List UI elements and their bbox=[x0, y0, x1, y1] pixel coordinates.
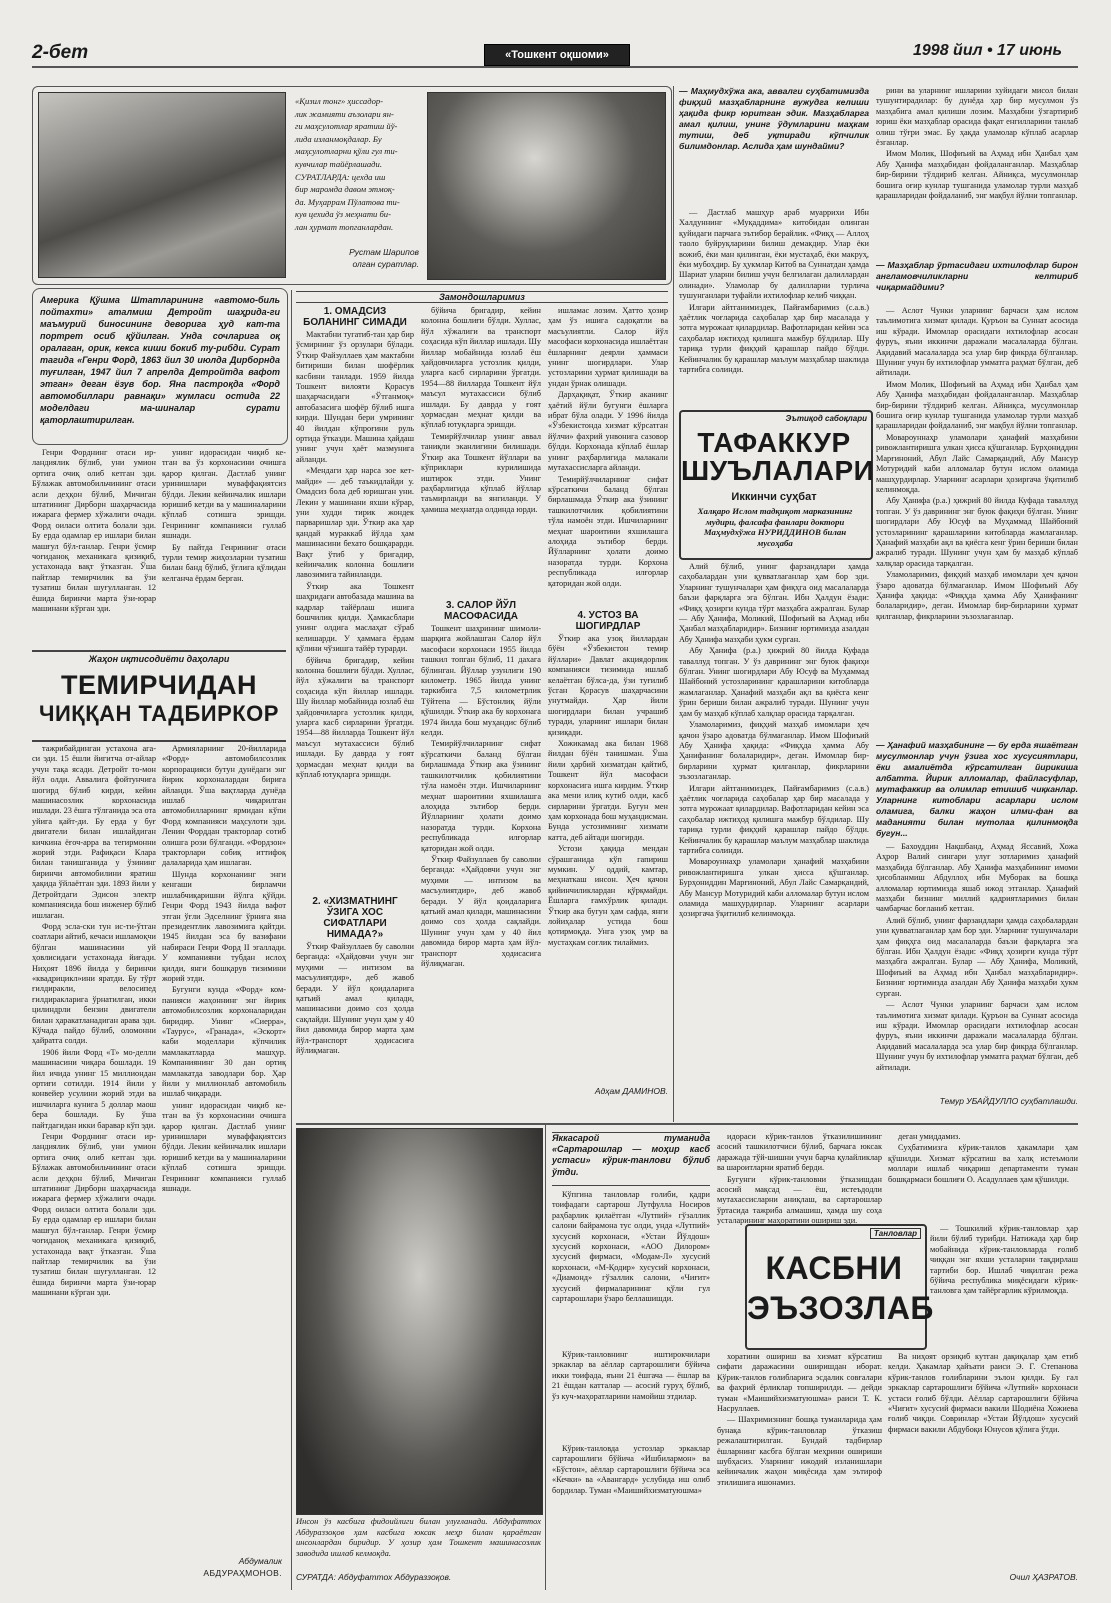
interview-question-2: — Мазҳаблар ўртасидаги ихтилофлар бирон англамовчиликларни келтириб чиқармайдими? bbox=[876, 260, 1078, 292]
kasbni-title-line1: КАСБНИ bbox=[765, 1250, 903, 1286]
tafakkur-rubric: Эътиқод сабоқлари bbox=[785, 414, 867, 423]
zamondosh-column-3: ишламас лозим. Ҳатто ҳозир ҳам ўз ишига садоқатли ва масъулиятли. Салор йўл масофаси корхонасида ишлаётган ёшларнинг деярли ҳаммаси унинг шогирдлари. Улар устозларини ҳурмат қилишади ва ундан ўрнак олишади. Дарҳақиқат, Ўткир аканинг ҳаётий йўли бугунги ёшларга ибрат бўла олади. У 1996 йилда «Ўзбекистонда хизмат кўрсатган йўлчи» фахрий унвонига сазовор бўлди. Корхонада кўплаб ёшлар унинг раҳбарлигида малакали мутахассисларга айланди. Темирйўлчиларнинг сифат кўрсаткичи баланд бўлган бирлашмада Ўткир ака ўзининг ташкилотчилик қобилиятини тўла намоён этди. Ишчиларнинг меҳнат шароитини яхшилашга алоҳида эътибор берди. Йўлларнинг ҳолати доимо назоратда турди. Корхона республикада илғорлар қаторидан жой олди. 4. УСТОЗ ВА ШОГИРДЛАР Ўткир ака узоқ йиллардан бўён «Ўзбекистон темир йўллари» Давлат акциядорлик компанияси тизимида ишлаб келаётган бўлса-да, ўзи туғилиб ўсган Қорасув шаҳарчасини унутмайди. Ҳар йили шогирдлари билан учрашиб туради, уларнинг ишлари билан қизиқади. Хожикамад ака билан 1968 йилдан бўён танишман. Ўша йили ҳарбий хизматдан қайтиб, Тошкент йўл масофаси корхонасига ишга кирдим. Ўткир ака мени илиқ кутиб олди, касб сирларини ўргатди. Бугун мен ҳам корхонада бош муҳандисман. Бунда устозимнинг хизмати катта, деб айтади шогирди. Устози ҳақида мендан сўрашганида кўп гапириш мумкин. У оддий, камтар, меҳнаткаш инсон. Ҳеч қачон қийинчиликлардан қўрқмайди. Ёшларга ғамхўрлик қилади. Ўткир ака бугун ҳам сафда, янги лойиҳалар устида бош қотирмоқда. Унга узоқ умр ва мустаҳкам соғлик тилаймиз. Адҳам ДАМИНОВ. bbox=[548, 306, 668, 1096]
tafakkur-subtitle: Иккинчи суҳбат bbox=[731, 491, 817, 503]
section-rule bbox=[296, 1123, 1078, 1125]
top-story-caption: «Қизил тонг» ҳиссадор- лик жамияти аъзолари ян- ги маҳсулотлар яратиш йў- лида изланмоқдалар. Бу маҳсулотларни қўли гул ти- кувчилар тайёрлашади. СУРАТЛАРДА: цехда иш бир маромда давом этмоқ- да. Муҳаррам Пўлатова ти- кув цехида ўз меҳнати би- лан ҳурмат топганлардан. bbox=[295, 96, 400, 232]
portrait-credit: СУРАТДА: Абдуфаттох Абдураззоқов. bbox=[296, 1572, 452, 1582]
tafakkur-title-line2: ШУЪЛАЛАРИ bbox=[681, 455, 875, 486]
kasbni-column-1a: Кўпгина танловлар ғолиби, қадри тоифадаги сартарош Лутфулла Носиров раҳбарлик қилаётган «Лутпий» гўзаллик салони байрамона тус олди, унда «Лутпий» хусусий корхонаси, «Устаи Йўлдош» хусусий корхонаси, «АОО Дилором» хусусий фирмаси, «Модам-Л» хусусий корхонаси, «М-Қодир» хусусий корхонаси, «Диамонд» гўзаллик салони, «Чиғит» хусусий фирмаларининг қўли гул сартарошлари ўзаро беллашишди. bbox=[552, 1190, 710, 1304]
ford-title-line2: ЧИҚҚАН ТАДБИРКОР bbox=[39, 701, 279, 726]
worker-portrait-photo bbox=[296, 1128, 543, 1515]
seamstress-portrait-photo bbox=[427, 92, 666, 280]
ford-title-block bbox=[32, 650, 286, 742]
page-number: 2-бет bbox=[32, 42, 89, 63]
ford-intro-text: Америка Қўшма Штатларининг «автомо-биль пойтахти» аталмиш Детройт шаҳрида-ги маъмурий биносининг деворига ҳуд кат-та портрет осиб қўйилган. Унда сочларига оқ оралаган, орик, кекса киши бокиб ту-рибди. Сурат тагида «Генри Форд, 1863 йил 30 июлда Дирборнда туғилган, 1947 йил 7 апрелда Детройтда вафот этган» деган ёзув бор. Яна пастроқда «Форд автомобиллари равнақи» жумласи остида 22 моделдаги ма-шиналар сурати қаторлаштирилган. bbox=[40, 295, 280, 425]
photo-credit-author: Рустам Шарипов bbox=[349, 247, 419, 257]
kasbni-column-3a: деган умиддамиз. Суҳбатимизга кўрик-танлов ҳакамлари ҳам қўшилди. Хизмат кўрсатиш ва халқ истеъмоли моллари ишлаб чиқариш департаменти туман бошқармаси бошлиғи О. Асадуллаев ҳам қўшилди. bbox=[888, 1132, 1078, 1184]
kasbni-column-1c: Кўрик-танловда устозлар эркаклар сартарошлиги бўйича «Ишбилармон» ва «Бўстон», аёллар сартарошлиги бўйича эса «Кечки» ва «Авангард» услубида иш олиб бордилар. Туман «Маишийхизматуюшма» bbox=[552, 1444, 710, 1495]
kasbni-title-line2: ЭЪЗОЗЛАБ bbox=[747, 1290, 934, 1326]
masthead-logo: «Тошкент оқшоми» bbox=[484, 44, 630, 66]
tafakkur-column-2: рини ва уларнинг ишларини хуйидаги мисол билан тушунтирадилар: бу дунёда ҳар бир мусулмон ўз мазҳабига амал қилиши лозим. Мазҳабни ўзгартириб юриш ёки мазҳаблар орасида фақат енгилларини танлаб олиш тўғри эмас. Бу ҳақда уламолар кўплаб асарлар ёзганлар. Имом Молик, Шофиъий ва Аҳмад ибн Ҳанбал ҳам Абу Ҳанифа мазҳабидан фойдаланганлар. Мазҳаблар бир-бирини тўлдириб келган. Айниқса, мусулмонлар бошига оғир кунлар тушганида уламолар турли мазҳаб қарашларидан фойдаланиб, энг мақбул йўлни топганлар. — Мазҳаблар ўртасидаги ихтилофлар бирон англамовчиликларни келтириб чиқармайдими? — Аслот Чунки уларнинг барчаси ҳам ислом таълимотига хизмат қилади. Қуръон ва Суннат асосида иш кўради. Имомлар орасидаги ихтилофлар асосан фуруъ, яъни иккинчи даражали масалаларда бўлган. Ақидавий масалаларда эса улар бир фикрда бўлганлар. Шунинг учун бу ихтилофлар умматга раҳмат бўлган, деб айтилади. Имом Молик, Шофиъий ва Аҳмад ибн Ҳанбал ҳам Абу Ҳанифа мазҳабидан фойдаланганлар. Мазҳаблар бир-бирини тўлдириб келган. Айниқса, мусулмонлар бошига оғир кунлар тушганида уламолар турли мазҳаб қарашларидан фойдаланиб, энг мақбул йўлни топганлар. Мовароуннаҳр уламолари ҳанафий мазҳабини ривожлантиришга улкан ҳисса қўшганлар. Бурҳониддин Марғиноний, Абул Лайс Самарқандий, Абу Мансур Мотуридий каби алломалар бутун ислом оламида машҳурдирлар. Уларнинг асарлари ҳозиргача ўқитилиб келинмоқда. Абу Ҳанифа (р.а.) ҳижрий 80 йилда Куфада таваллуд топган. У ўз даврининг энг буюк фақиҳи бўлган. Унинг шогирдлари Абу Юсуф ва Муҳаммад Шайбоний устозларининг қарашларини китобларда жамлаганлар. Ҳанафий мазҳаби ақл ва қиёсга кенг ўрин бериши билан ажралиб туради. Шунинг учун ҳам бу мазҳаб кўплаб халқлар орасида тарқалган. Уламоларимиз, фиқҳий мазҳаб имомлари ҳеч қачон ўзаро адоватда бўлмаганлар. Имом Шофиъий Абу Ҳанифа ҳақида: «Фиқҳда ҳамма Абу Ҳанифанинг болаларидир», деган. Имомлар бир-бирларини ҳурмат қилганлар, фикрларини эъзозлаганлар. — Ҳанафий мазҳабининг — бу ерда яшаётган мусулмонлар учун ўзига хос хусусиятлари, ёки амалиётда кўрсатилган йирикиша албатта. Йирик алломалар, файласуфлар, мутафаккир ва олимлар етишиб чиқканлар. Уларнинг китоблари асарлари ислом оламига, балки жаҳон илми-фан ва маданияти билан мутолаа қилинмоқда бугун... — Бахоуддин Нақшбанд, Аҳмад Яссавий, Хожа Аҳрор Валий сингари улуғ зотларимиз ҳанафий мазҳабида бўлганлар. Абу Ҳанифа мазҳабининг имоми ҳисобланмиш Абдуллоҳ ибн Муборак ва бошқа алломалар юртимизда яшаб ижод этганлар. Ҳанафий мазҳаби бизнинг миллий қадриятларимиз билан чамбарчас боғланиб кетган. Алий бўлиб, унинг фарзандлари ҳамда саҳобалардан уни қувватлаганлар ҳам бор эди. Уларнинг тушунчалари ҳам фиқҳга оид масалаларда баъзи фарқларга эга бўлган. Ибн Ҳалдун ёзади: «Фиқҳ ҳозирги кунда тўрт мазҳабга ажралган. Булар — Абу Ҳанифа, Моликий, Шофиъий ва Аҳмад ибн Ҳанбал мазҳабларидир». Бизнинг юртимизда азалдан Абу Ҳанифа мазҳаби ҳукм сурган. — Аслот Чунки уларнинг барчаси ҳам ислом таълимотига хизмат қилади. Қуръон ва Суннат асосида иш кўради. Имомлар орасидаги ихтилофлар асосан фуруъ, яъни иккинчи даражали масалаларда бўлган. Ақидавий масалаларда эса улар бир фикрда бўлганлар. Шунинг учун бу ихтилофлар умматга раҳмат бўлган, деб айтилади. Темур УБАЙДУЛЛО суҳбатлашди. bbox=[876, 86, 1078, 1106]
factory-floor-photo bbox=[38, 92, 286, 278]
column-divider-bottom bbox=[545, 1124, 546, 1590]
tafakkur-title-line1: ТАФАККУР bbox=[697, 427, 851, 458]
tafakkur-signature: Темур УБАЙДУЛЛО суҳбатлашди. bbox=[939, 1096, 1078, 1106]
header-rule bbox=[32, 66, 1078, 68]
kasbni-column-3c: Ва ниҳоят орзиқиб кутган дақиқалар ҳам етиб келди. Ҳакамлар ҳайъати раиси Э. Г. Степанова кўрик-танлов ғолибларини эълон қилди. Бу гал эркаклар сартарошлиги бўйича «Лутпий» корхонаси устаси ғолиб бўлди. Аёллар сартарошлиги бўйича «Чиғит» хусусий фирмаси вакили Шодиёна Хожиева ғолиб чиқди. Совринлар «Устаи Йўлдош» хусусий фирмаси вакили Абдубоқи Юнусов қўлига ўтди. bbox=[888, 1352, 1078, 1434]
ford-intro-box bbox=[32, 288, 288, 445]
ford-title-line1: ТЕМИРЧИДАН bbox=[60, 670, 258, 700]
zamondosh-column-2: бўйича бригадир, кейин колонна бошлиғи бўлди. Хуллас, йўл хўжалиги ва транспорт соҳасида кўп йиллар ишлади. Шу йиллар мобайнида юзлаб ёш ҳайдовчиларга устозлик қилди, уларга касб сирларини ўргатди. 1954—88 йилларда Тошкент йўл маъсул мутахассиси бўлиб ишлади. Бу даврда у ғоят ҳормасдан меҳнат қилди ва кўплаб ютуқларга эришди. Темирйўлчилар унинг аввал таниқли эканлигини билишади. Ўткир ака Тошкент йўллари ва кўприклари курилишида иштирок этди. Унинг раҳбарлигида кўплаб йўллар таъмирланди ва янгиланди. У ҳамиша меҳнатда олдинда юрди. 3. САЛОР ЙЎЛ МАСОФАСИДА Тошкент шаҳрининг шимоли-шарқига жойлашган Салор йўл масофаси корхонаси 1955 йилда ташкил топган бўлиб, 11 дахага бўлинган. Йўллар узунлиги 190 километр. 1965 йилда унинг таркибига 7,5 километрлик Тўйтепа — Бўстонлиқ йўли қўшилди. Ўткир ака бу корхонага 1974 йилда бош муҳандис бўлиб келди. Темирйўлчиларнинг сифат кўрсаткичи баланд бўлган бирлашмада Ўткир ака ўзининг ташкилотчилик қобилиятини тўла намоён этди. Ишчиларнинг меҳнат шароитини яхшилашга алоҳида эътибор берди. Йўлларнинг ҳолати доимо назоратда турди. Корхона республикада илғорлар қаторидан жой олди. Ўткир Файзуллаев бу саволни берганда: «Ҳайдовчи учун энг муҳими — интизом ва масъулиятдир», деб жавоб беради. У йўл қоидаларига қатъий амал қилади, машинасини доимо соз ҳолда сақлайди. Шунинг учун ҳам у 40 йил давомида бирор марта ҳам йўл-транспорт ҳодисасига йўлиқмаган. bbox=[421, 306, 541, 968]
ford-column-2a: унинг идорасидан чиқиб ке-тган ва ўз корхонасини очишга қарор қилган. Дастлаб унинг уринишлари муваффақиятсиз бўлди. Лекин кейинчалик ишлари юришиб кетди ва у машиналарини кўплаб сотишга эришди. Генрининг компанияси гуллаб яшнади. Бу пайтда Генрининг отаси турли темир жиҳозларни тузатиш билан банд бўлиб, ўғлига қўлидан келганча ёрдам берган. bbox=[162, 448, 286, 583]
issue-date: 1998 йил • 17 июнь bbox=[913, 42, 1063, 59]
ford-signature-surname: АБДУРАҲМОНОВ. bbox=[203, 1568, 282, 1578]
portrait-caption: Инсон ўз касбига фидоийлиги билан улуғланади. Абдуфаттох Абдураззоқов ҳам касбига юксак меҳр билан қараётган инсонлардан биридир. У ҳозир ҳам Тошкент машинасозлик заводида ишлаб келмоқда. bbox=[296, 1516, 541, 1558]
tafakkur-column-1b: Алий бўлиб, унинг фарзандлари ҳамда саҳобалардан уни қувватлаганлар ҳам бор эди. Уларнинг тушунчалари ҳам фиқҳга оид масалаларда баъзи фарқларга эга бўлган. Ибн Ҳалдун ёзади: «Фиқҳ ҳозирги кунда тўрт мазҳабга ажралган. Булар — Абу Ҳанифа, Моликий, Шофиъий ва Аҳмад ибн Ҳанбал мазҳабларидир». Бизнинг юртимизда азалдан Абу Ҳанифа мазҳаби ҳукм сурган. Абу Ҳанифа (р.а.) ҳижрий 80 йилда Куфада таваллуд топган. У ўз даврининг энг буюк фақиҳи бўлган. Унинг шогирдлари Абу Юсуф ва Муҳаммад Шайбоний устозларининг қарашларини китобларда жамлаганлар. Ҳанафий мазҳаби ақл ва қиёсга кенг ўрин бериши билан ажралиб туради. Шунинг учун ҳам бу мазҳаб кўплаб халқлар орасида тарқалган. Уламоларимиз, фиқҳий мазҳаб имомлари ҳеч қачон ўзаро адоватда бўлмаганлар. Имом Шофиъий Абу Ҳанифа ҳақида: «Фиқҳда ҳамма Абу Ҳанифанинг болаларидир», деган. Имомлар бир-бирларини ҳурмат қилганлар, фикрларини эъзозлаганлар. Илгари айтганимиздек, Пайғамбаримиз (с.а.в.) ҳаётлик чоғларида саҳобалар ҳар бир масалада у зотга мурожаат қилардилар. Вафотларидан кейин эса саҳобалар ижтиҳод қилишга мажбур бўлдилар. Шу тариқа турли фиқҳий қарашлар пайдо бўлди. Кейинчалик бу қарашлар маълум мазҳаблар шаклида тартибга солинди. Мовароуннаҳр уламолари ҳанафий мазҳабини ривожлантиришга улкан ҳисса қўшганлар. Бурҳониддин Марғиноний, Абул Лайс Самарқандий, Абу Мансур Мотуридий каби алломалар бутун ислом оламида машҳурдирлар. Уларнинг асарлари ҳозиргача ўқитилиб келинмоқда. bbox=[679, 562, 869, 919]
photo-credit-label: олган суратлар. bbox=[352, 259, 419, 269]
kasbni-rubric: Танловлар bbox=[870, 1228, 921, 1239]
interview-question-3: — Ҳанафий мазҳабининг — бу ерда яшаётган мусулмонлар учун ўзига хос хусусиятлари, ёки амалиётда кўрсатилган йирикиша албатта. Йирик алломалар, файласуфлар, мутафаккир ва олимлар етишиб чиқканлар. Уларнинг китоблари асарлари ислом оламига, балки жаҳон илми-фан ва маданияти билан мутолаа қилинмоқда бугун... bbox=[876, 740, 1078, 838]
ford-signature-name: Абдумалик bbox=[238, 1556, 282, 1566]
zamondosh-column-1: 1. ОМАДСИЗ БОЛАНИНГ СИМАДИ Мактабни тугатиб-тан ҳар бир ўсмирнинг ўз орзулари бўлади. Ўткир Файзуллаев ҳам мактабни битириши билан шофёрлик касбини танлади. 1959 йилда Тошкент вилояти Қорасув шаҳарчасидаги «Ўтганмоқ» автобазасига шофёр бўлиб ишга кирди. Шундан бери умрининг 40 йилдан кўпроғини руль ортида ўтказди. Машина ҳайдаш унинг учун ҳаёт мазмунига айланди. «Мендаги ҳар нарса зое кет-майди» — деб таъкидлайди у. Омадсиз бола деб юришган уни. Лекин у машинани яхши кўрар, уни худди тирик жондек парваришлар эди. Ўткир ака ҳар қандай мураккаб йўлда ҳам машинасини бехато бошқарарди. Вақт ўтиб у бригадир, кейинчалик колонна бошлиғи лавозимига тайинланди. Ўткир ака Тошкент шаҳридаги автобазада машина ва кадрлар тайёрлаш ишига бошчилик қилди. Ҳамкасблари унинг олдига маслаҳат сўраб келишарди. У ҳаммага ёрдам қўлини чўзишга тайёр турарди. бўйича бригадир, кейин колонна бошлиғи бўлди. Хуллас, йўл хўжалиги ва транспорт соҳасида кўп йиллар ишлади. Шу йиллар мобайнида юзлаб ёш ҳайдовчиларга устозлик қилди, уларга касб сирларини ўргатди. 1954—88 йилларда Тошкент йўл маъсул мутахассиси бўлиб ишлади. Бу даврда у ғоят ҳормасдан меҳнат қилди ва кўплаб ютуқларга эришди. 2. «ХИЗМАТНИНГ ЎЗИГА ХОС СИФАТЛАРИ НИМАДА?» Ўткир Файзуллаев бу саволни берганда: «Ҳайдовчи учун энг муҳими — интизом ва масъулиятдир», деб жавоб беради. У йўл қоидаларига қатъий амал қилади, машинасини доимо соз ҳолда сақлайди. Шунинг учун ҳам у 40 йил давомида бирор марта ҳам йўл-транспорт ҳодисасига йўлиқмаган. bbox=[296, 306, 414, 1056]
tafakkur-byline: Халқаро Ислом тадқиқот марказининг мудири, фалсафа фанлари доктори Маҳмудхўжа НУРИДДИНОВ билан мусоҳаба bbox=[697, 506, 853, 548]
kasbni-column-2a: идораси кўрик-танлов ўтказилишининг асосий ташкилотчиси бўлиб, барчага юксак даражада тўй-шишни учун барча қулайликлар ва шароитларни яратиб берди. Бугунги кўрик-танловни ўтказишдан асосий мақсад — ёш, истеъдодли мутахассисларни аниқлаш, ва сартарошлар ўртасида тажриба алмашиш, ҳамда шу соҳа усталарининг маҳоратини ошириш эди. bbox=[717, 1132, 882, 1226]
kasbni-column-2b: хоратини ошириш ва хизмат кўрсатиш сифати даражасини оширишдан иборат. Кўрик-танлов ғолибларига эсдалик совғалари ва фахрий ёрликлар топширилди. — дейди туман «Маишийхизматуюшма» раиси Т. К. Насруллаев. — Шахримизнинг бошқа туманларида ҳам бунақа кўрик-танловлар ўтказиш режалаштирилган. Бундай тадбирлар ёшларнинг касбга бўлган меҳрини ошириши шубҳасиз. Уларнинг ижодий изланишлари кейинчалик жаҳон миқёсида ҳам эътироф этилишига ишонамиз. bbox=[717, 1352, 882, 1487]
kasbni-lead: Яккасарой туманида «Сартарошлар — моҳир касб устаси» кўрик-танлови бўлиб ўтди. bbox=[552, 1132, 710, 1186]
zamondosh-rubric: Замондошларимиз bbox=[296, 291, 668, 303]
column-divider-right bbox=[673, 86, 674, 1122]
kasbni-signature: Очил ҲАЗРАТОВ. bbox=[1009, 1572, 1078, 1582]
ford-column-1b: тажрибайдинган устахона ага-си эди. 15 ёшли йигитча от-айлар учун тақа ясади. Детройт то-мон йўл олди. Аввалига фойтунчига шогирд бўлиб кирди, кейин машинасозлик корхонасида ишлади. 23 ёшга тўлганида эса ота уйига қайт-ди. Бу ерда у буғ двигатели билан ишлайдиган кичкина ёғоч-арра ва тегирмонни жорий этди. Рафиқаси Клара билан танишганида у ўзининг биринчи автомобилини яратиш ҳақида ўйлаётган эди. 1893 йили у Детройтдаги Эдисон электр компаниясида бош инженер бўлиб ишлаган. Форд эсла-ски тун ис-ти-ўтган соатлари айтиб, кечаси ишламоқчи бўлган машинасини уй ҳовлисидаги устахонада йиғади. Ниҳоят 1896 йилда у биринчи «квадрицикл»ини яратди. Бу тўрт ғилдиракли, велосипед ғилдиракларига ўрнатилган, икки цилиндрли бензин двигатели билан ҳаракатланадиган арава эди. Кўчада пайдо бўлиб, оломонни ҳайратга солди. 1906 йили Форд «Т» мо-делли машинасини чиқара бошлади. 19 йил ичида унинг 15 миллиондан ортиғи сотилди. 1914 йили у конвейер усулини жорий этди ва ишчиларга кунига 5 доллар маош бера бошлади. Бу ўша пайтдагидан икки баравар кўп эди. Генри Форднинг отаси ир-ландиялик бўлиб, уни умион ортига очиқ олиб кетган эди. Бўлажак автомобильчининг отаси асли деҳқон бўлиб, Мичиган штатининг Дирборн шаҳарчасида ижарага фермер хўжалиги очади. Форд оиласи олтита болали эди. Бу ерда одамлар ер ишлари билан машғул бўл-ганлар. Генри ўсмир чоғиданоқ механикага қизиқиб, устахонада вақт ўтказган. Ўша пайтлар темирчилик ва ўзи тузатиш билан шуғулланган. 12 ёшида биринчи марта ўзи-юрар машинани кўрган эди. bbox=[32, 744, 156, 1298]
top-story-box bbox=[32, 86, 672, 285]
tafakkur-title-box bbox=[679, 410, 873, 560]
kasbni-column-3b: — Тошкилий кўрик-танловлар ҳар йили бўлиб турибди. Натижада ҳар бир мобайнида кўрик-танловларда ғолиб чиққан энг яхши усталарни тақдирлаш тартиби бор. Ишлаб чиқилган режа бўйича республика миқёсидаги кўрик-танловга ҳам тайёргарлик кўрилмоқда. bbox=[930, 1224, 1078, 1296]
kasbni-column-1b: Кўрик-танловнинг иштирокчилари эркаклар ва аёллар сартарошлиги бўйича икки тоифада, яъни 21 ёшгача — ёшлар ва 21 ёшдан катталар — асосий гуруҳ бўлиб, ўз куч-маҳоратларини намойиш этдилар. bbox=[552, 1350, 710, 1401]
kasbni-title-box bbox=[745, 1224, 934, 1350]
zamondosh-signature: Адҳам ДАМИНОВ. bbox=[594, 1086, 668, 1096]
ford-column-2b: Армияларнинг 20-йилларида «Форд» автомобилсозлик корпорацияси бутун дунёдаги энг йирик корхоналардан бирига айланди. Ўша вақтларда дунёда ишлаб чиқарилган автомобилларнинг ярмидан кўпи Форд компанияси маҳсулоти эди. Ленин Форддан тракторлар сотиб олишга рози бўлганди. «Фордзон» тракторлари собиқ иттифоқ далаларида ҳам ишлаган. Шунда корхонанинг энги кенгаши бирламчи ишлабчиқаришни йўлга қўйди. Генри Форд 1943 йилда вафот этган ўғли Эдселнинг ўрнига яна президентлик лавозимига қайтди. 1945 йилдан эса бу вазифани набираси Генри Форд II эгаллади. У компанияни тубдан ислоҳ қилди, янги бошқарув тизимини жорий этди. Бугунги кунда «Форд» ком-панияси жаҳоннинг энг йирик автомобилсозлик корхоналаридан биридир. Унинг «Сиерра», «Таурус», «Гранада», «Эскорт» каби моделлари кўпчилик мамлакатларда машҳур. Компаниянинг 30 дан ортиқ мамлакатда заводлари бор. Ҳар йили у миллионлаб автомобиль ишлаб чиқаради. унинг идорасидан чиқиб ке-тган ва ўз корхонасини очишга қарор қилган. Дастлаб унинг уринишлари муваффақиятсиз бўлди. Лекин кейинчалик ишлари юришиб кетди ва у машиналарини кўплаб сотишга эришди. Генрининг компанияси гуллаб яшнади. bbox=[162, 744, 286, 1194]
interview-question-1: — Маҳмудхўжа ака, аввалги суҳбатимизда фиқҳий мазҳабларнинг вужудга келиши ҳақида фикр юритган эдик. Мазҳабларга амал қилиш, унинг ўдумларини маҳкам тутиш, деб уқтиради кўпчилик билимдонлар. Аслида ҳам шундайми? bbox=[679, 86, 869, 151]
ford-column-1a: Генри Форднинг отаси ир-ландиялик бўлиб, уни умион ортига очиқ олиб кетган эди. Бўлажак автомобильчининг отаси асли деҳқон бўлиб, Мичиган штатининг Дирборн шаҳарчасида ижарага фермер хўжалиги очади. Форд оиласи олтита болали эди. Бу ерда одамлар ер ишлари билан машғул бўл-ганлар. Генри ўсмир чоғиданоқ механикага қизиқиб, устахонада вақт ўтказган. Ўша пайтлар темирчилик ва ўзи тузатиш билан шуғулланган. 12 ёшида биринчи марта ўзи-юрар машинани кўрган эди. bbox=[32, 448, 156, 614]
ford-rubric: Жаҳон иқтисодиёти даҳолари bbox=[88, 654, 230, 664]
tafakkur-column-1: — Маҳмудхўжа ака, аввалги суҳбатимизда фиқҳий мазҳабларнинг вужудга келиши ҳақида фикр юритган эдик. Мазҳабларга амал қилиш, унинг ўдумларини маҳкам тутиш, деб уқтиради кўпчилик билимдонлар. Аслида ҳам шундайми? — Дастлаб машҳур араб муаррихи Ибн Халдуннинг «Муқаддима» китобидан олинган қуйидаги парчага эътибор берайлик. «Фиқҳ — Аллоҳ таоло буйруқларини билиш демакдир. Улар ёки вожиб, ёки ман қилинган, ёки мустаҳаб, ёки макруҳ, ёки мубоҳдир. Бу ҳукмлар Китоб ва Суннатдан ҳамда Шариат уларни билиш учун белгилаган далиллардан олинади». Уламолар бу далилларни турлича тушунганлари туфайли ихтилофлар келиб чиққан. Илгари айтганимиздек, Пайғамбаримиз (с.а.в.) ҳаётлик чоғларида саҳобалар ҳар бир масалада у зотга мурожаат қилардилар. Вафотларидан кейин эса саҳобалар ижтиҳод қилишга мажбур бўлдилар. Шу тариқа турли фиқҳий қарашлар пайдо бўлди. Кейинчалик бу қарашлар маълум мазҳаблар шаклида тартибга солинди. bbox=[679, 86, 869, 375]
column-divider-left bbox=[291, 290, 292, 1590]
